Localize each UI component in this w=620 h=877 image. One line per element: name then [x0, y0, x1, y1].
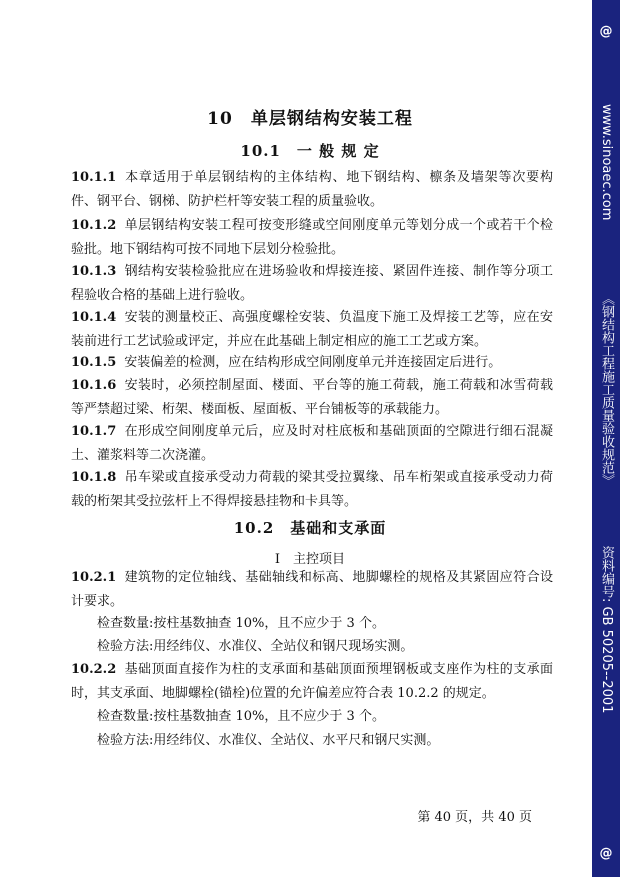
chapter-title: 10 单层钢结构安装工程 [207, 109, 413, 129]
clause-text: 基础顶面直接作为柱的支承面和基础顶面预埋钢板或支座作为柱的支承面时，其支承面、地脚螺栓(锚栓)位置的允许偏差应符合表 10.2.2 的规定。 [71, 662, 553, 701]
at-symbol-top: @ [599, 24, 613, 39]
clause-number: 10.1.3 [71, 264, 117, 279]
clause-10-1-6 [71, 374, 553, 422]
page-number: 第 40 页，共 40 页 [417, 810, 532, 825]
clause-10-1-8 [71, 466, 553, 514]
section-title-10-2: 10.2 基础和支承面 [233, 519, 387, 537]
clause-number: 10.1.8 [71, 470, 117, 485]
check-quantity: 检查数量:按柱基数抽查 10%，且不应少于 3 个。 [97, 616, 385, 631]
clause-text: 安装时，必须控制屋面、楼面、平台等的施工荷载，施工荷载和冰雪荷载等严禁超过梁、桁架、楼面板、屋面板、平台铺板等的承载能力。 [71, 378, 553, 417]
at-symbol-bottom: @ [599, 846, 613, 861]
clause-text: 安装偏差的检测，应在结构形成空间刚度单元并连接固定后进行。 [124, 355, 502, 370]
clause-10-1-3 [71, 260, 553, 308]
sidebar-book-title: 《钢结构工程施工质量验收规范》 [599, 292, 614, 487]
clause-10-1-5 [71, 351, 553, 375]
subsection-title: Ⅰ 主控项目 [274, 552, 346, 567]
clause-10-1-2 [71, 214, 553, 262]
page-footer [0, 806, 592, 825]
clause-10-2-1 [71, 566, 553, 614]
clause-text: 钢结构安装检验批应在进场验收和焊接连接、紧固件连接、制作等分项工程验收合格的基础上进行验收。 [71, 264, 553, 303]
clause-text: 单层钢结构安装工程可按变形缝或空间刚度单元等划分成一个或若干个检验批。地下钢结构可按不同地下层划分检验批。 [71, 218, 553, 257]
clause-number: 10.1.4 [71, 310, 117, 325]
clause-text: 本章适用于单层钢结构的主体结构、地下钢结构、檩条及墙架等次要构件、钢平台、钢梯、防护栏杆等安装工程的质量验收。 [71, 170, 553, 209]
clause-10-1-1 [71, 166, 553, 214]
sidebar-website: www.sinoaec.com [599, 104, 614, 221]
check-method: 检验方法:用经纬仪、水准仪、全站仪和钢尺现场实测。 [97, 639, 414, 654]
sidebar-code-label: 资料编号: GB 50205--2001 [599, 546, 614, 714]
clause-text: 在形成空间刚度单元后，应及时对柱底板和基础顶面的空隙进行细石混凝土、灌浆料等二次浇灌。 [71, 424, 553, 463]
clause-number: 10.2.1 [71, 570, 117, 585]
clause-text: 吊车梁或直接承受动力荷载的梁其受拉翼缘、吊车桁架或直接承受动力荷载的桁架其受拉弦杆上不得焊接悬挂物和卡具等。 [71, 470, 553, 509]
clause-number: 10.1.2 [71, 218, 117, 233]
clause-10-1-7 [71, 420, 553, 468]
clause-number: 10.1.7 [71, 424, 117, 439]
clause-text: 建筑物的定位轴线、基础轴线和标高、地脚螺栓的规格及其紧固应符合设计要求。 [71, 570, 553, 609]
clause-text: 安装的测量校正、高强度螺栓安装、负温度下施工及焊接工艺等，应在安装前进行工艺试验或评定，并应在此基础上制定相应的施工工艺或方案。 [71, 310, 553, 349]
clause-number: 10.2.2 [71, 662, 117, 677]
watermark-sidebar [592, 0, 620, 877]
check-quantity: 检查数量:按柱基数抽查 10%，且不应少于 3 个。 [97, 709, 385, 724]
clause-10-1-4 [71, 306, 553, 354]
clause-number: 10.1.6 [71, 378, 117, 393]
clause-number: 10.1.5 [71, 355, 117, 370]
check-method: 检验方法:用经纬仪、水准仪、全站仪、水平尺和钢尺实测。 [97, 733, 440, 748]
section-title-10-1: 10.1 一 般 规 定 [240, 142, 380, 160]
clause-number: 10.1.1 [71, 170, 117, 185]
clause-10-2-2 [71, 658, 553, 706]
